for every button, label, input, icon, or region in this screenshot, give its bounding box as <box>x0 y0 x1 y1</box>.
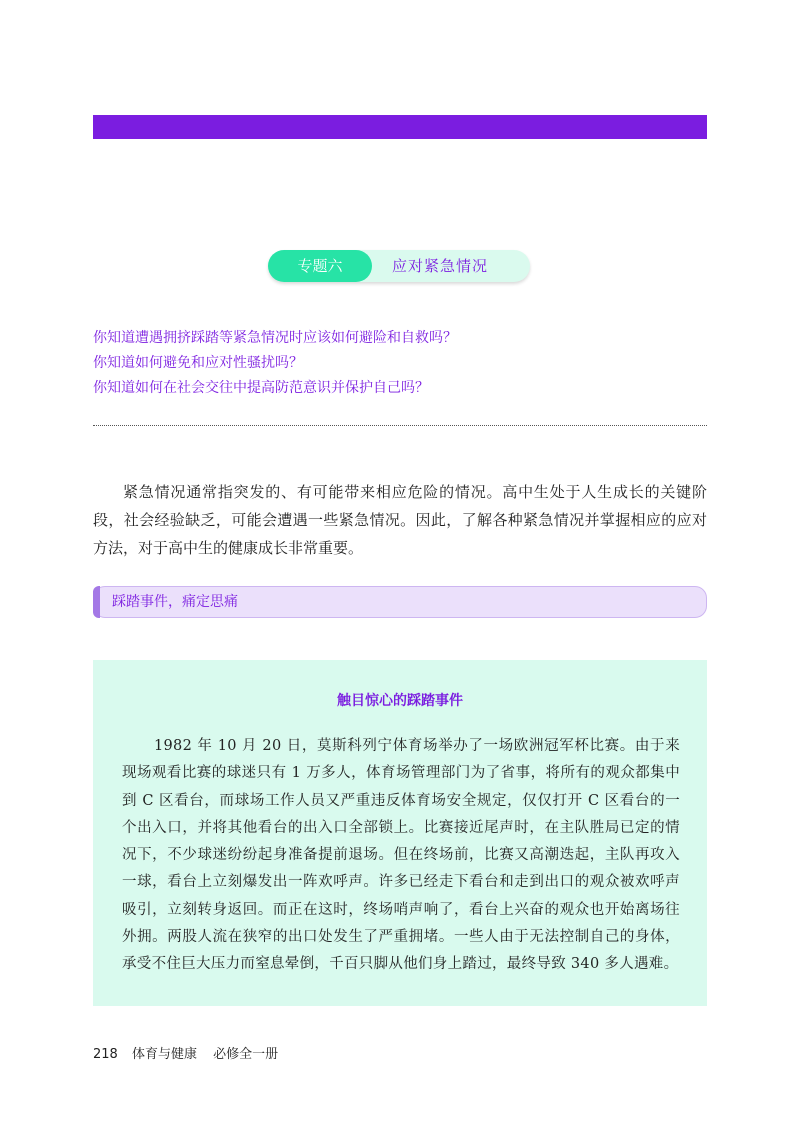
page-number: 218 <box>93 1047 118 1062</box>
page-footer <box>93 1043 278 1062</box>
story-body: 1982 年 10 月 20 日，莫斯科列宁体育场举办了一场欧洲冠军杯比赛。由于来现场观看比赛的球迷只有 1 万多人，体育场管理部门为了省事，将所有的观众都集中到 C 区看台，而球场工作人员又严重违反体育场安全规定，仅仅打开 C 区看台的一个出入口，并将其他看台的出入口全部锁上。比赛接近尾声时，在主队胜局已定的情况下，不少球迷纷纷起身准备提前退场。但在终场前，比赛又高潮迭起，主队再攻入一球，看台上立刻爆发出一阵欢呼声。许多已经走下看台和走到出口的观众被欢呼声吸引，立刻转身返回。而正在这时，终场哨声响了，看台上兴奋的观众也开始离场往外拥。两股人流在狭窄的出口处发生了严重拥堵。一些人由于无法控制自己的身体，承受不住巨大压力而窒息晕倒，千百只脚从他们身上踏过，最终导致 340 多人遇难。 <box>122 738 680 973</box>
question-item: 你知道如何避免和应对性骚扰吗？ <box>93 355 303 371</box>
book-title: 体育与健康 <box>131 1047 197 1062</box>
header-color-bar <box>93 115 707 139</box>
topic-title: 应对紧急情况 <box>392 257 489 275</box>
guiding-questions <box>93 326 707 401</box>
section-title: 踩踏事件，痛定思痛 <box>112 594 238 610</box>
section-accent <box>93 586 100 618</box>
topic-tag: 专题六 <box>268 250 372 282</box>
dotted-divider <box>93 425 707 426</box>
topic-banner <box>268 250 530 282</box>
question-item: 你知道遭遇拥挤踩踏等紧急情况时应该如何避险和自救吗？ <box>93 330 457 346</box>
question-item: 你知道如何在社会交往中提高防范意识并保护自己吗？ <box>93 380 429 396</box>
intro-paragraph: 紧急情况通常指突发的、有可能带来相应危险的情况。高中生处于人生成长的关键阶段，社会经验缺乏，可能会遭遇一些紧急情况。因此，了解各种紧急情况并掌握相应的应对方法，对于高中生的健康成长非常重要。 <box>93 483 707 557</box>
book-volume: 必修全一册 <box>213 1047 279 1062</box>
story-title: 触目惊心的踩踏事件 <box>337 693 463 709</box>
